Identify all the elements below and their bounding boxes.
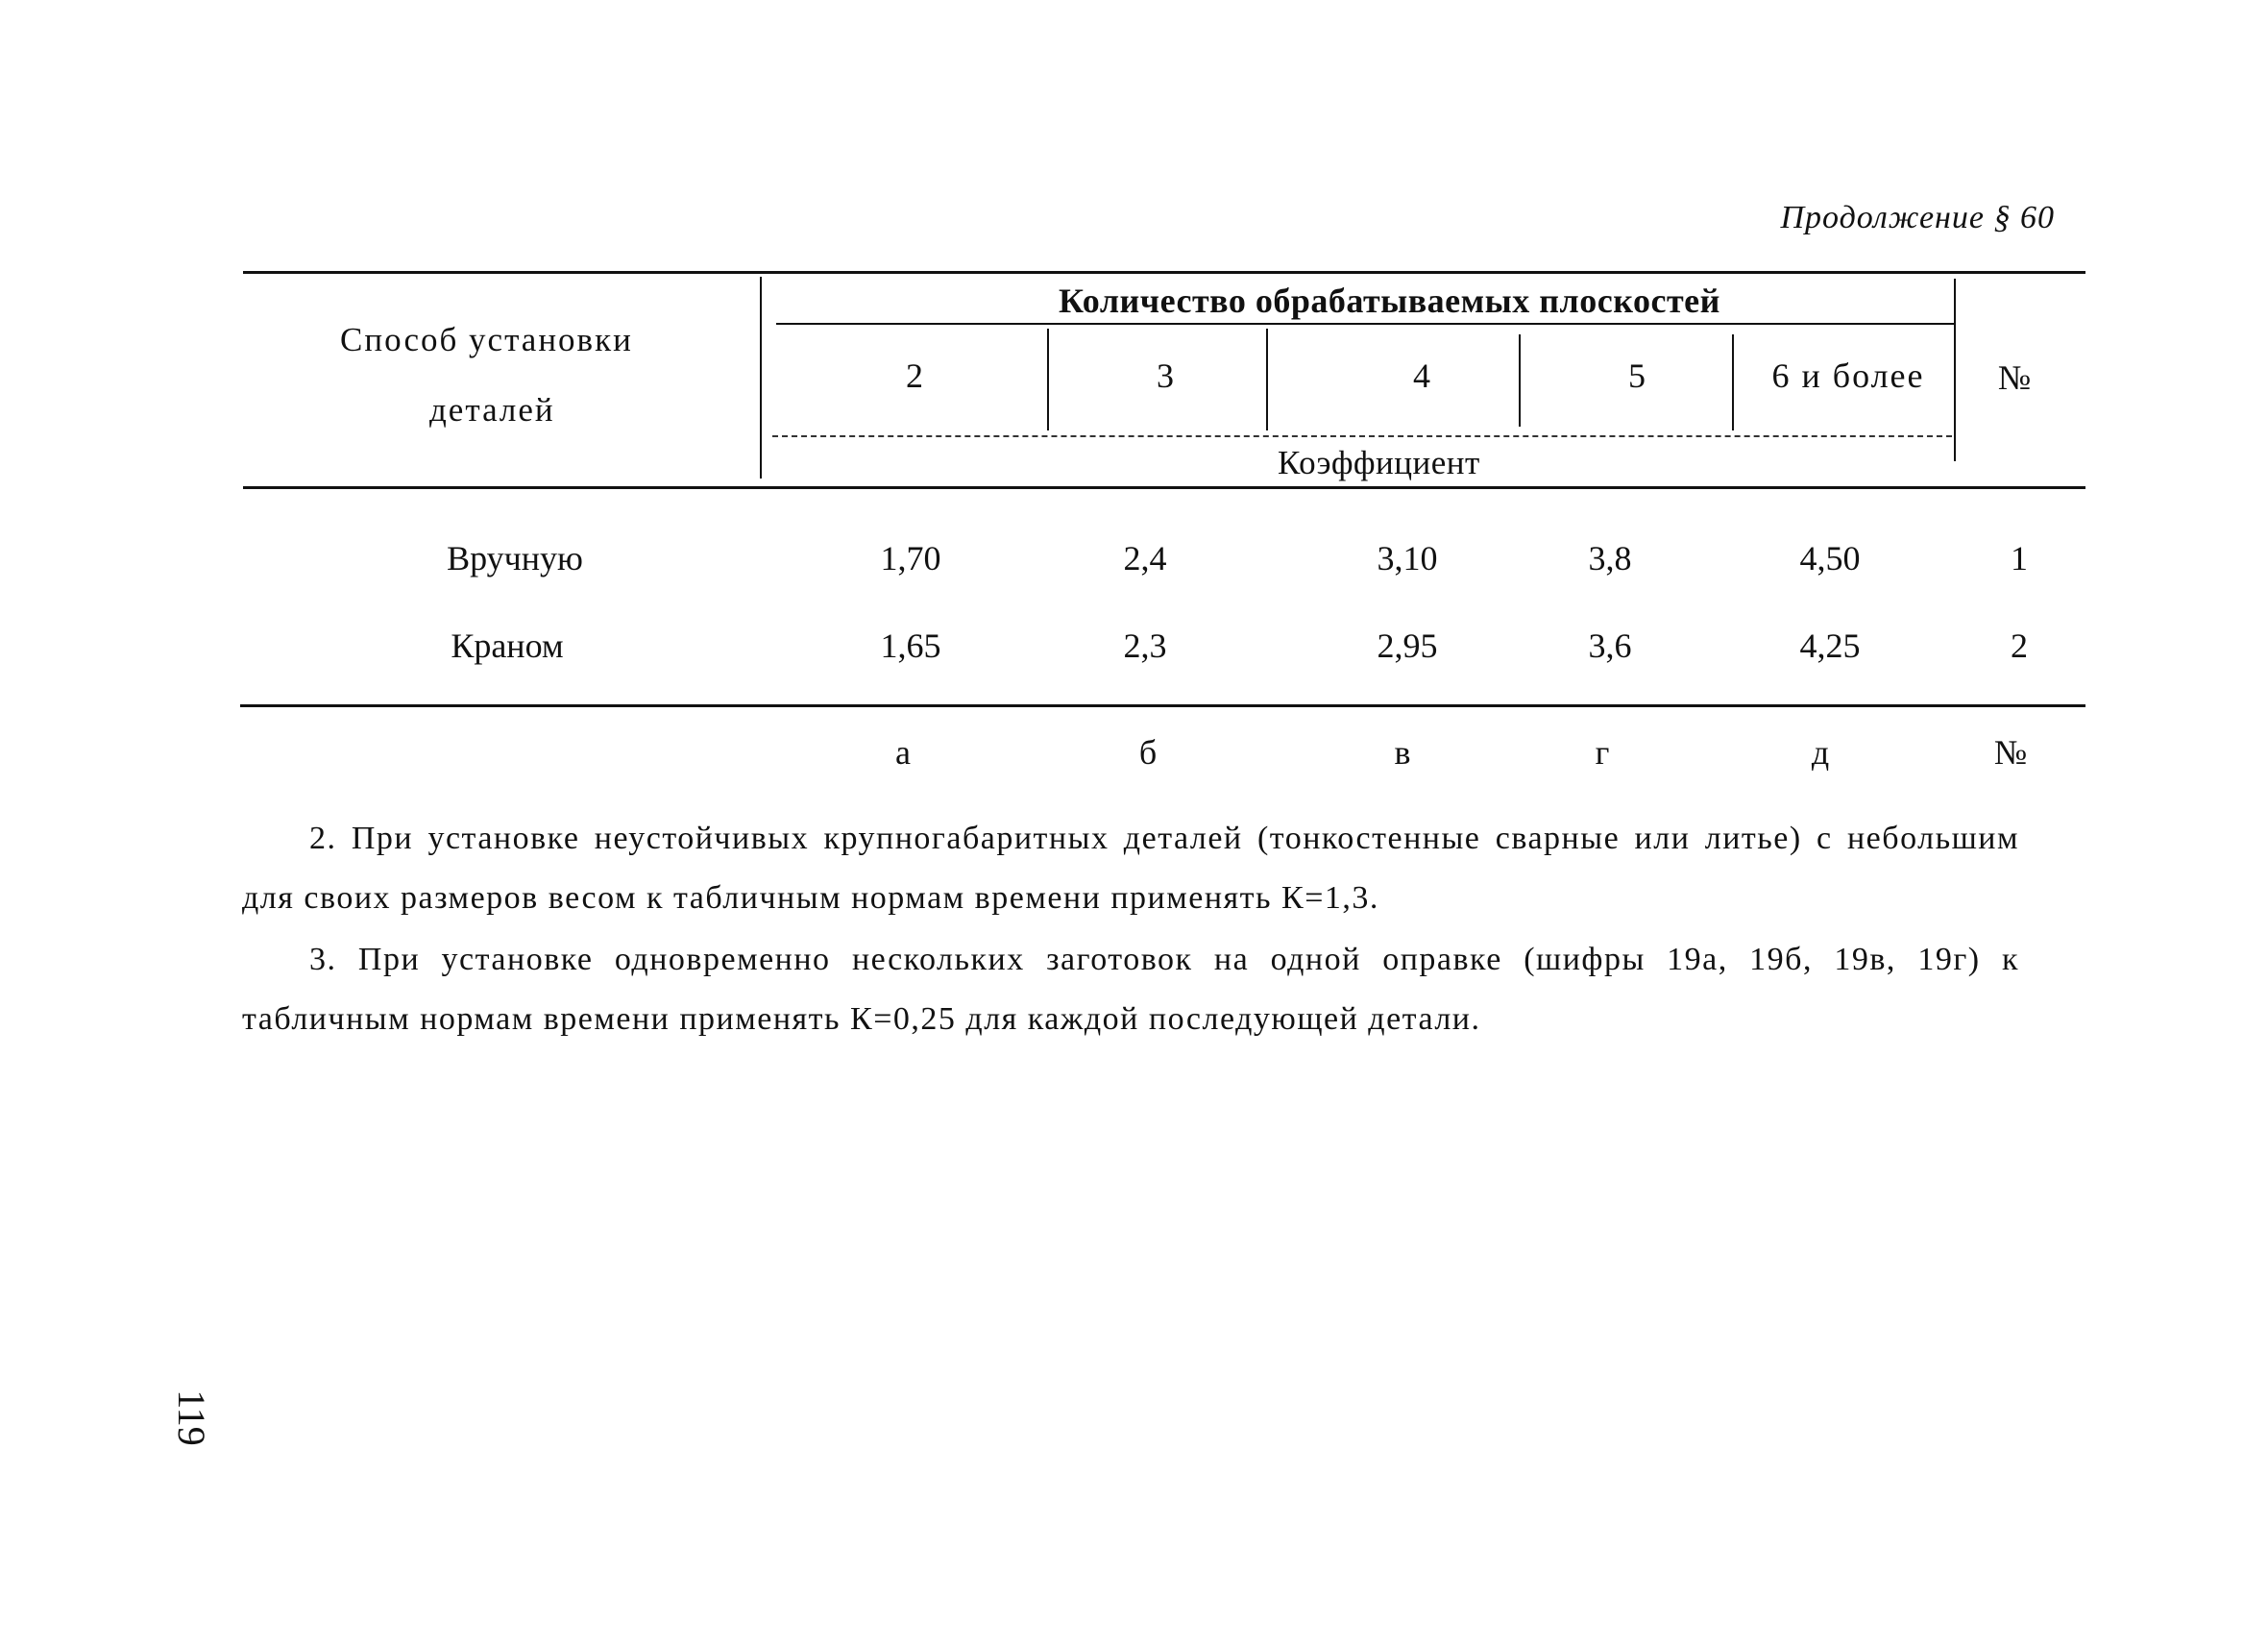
quantity-header: Количество обрабатываемых плоскостей bbox=[1059, 282, 1720, 320]
quantity-col-2: 2 bbox=[906, 356, 923, 395]
column-divider-2-3 bbox=[1047, 329, 1049, 430]
column-divider-5-6 bbox=[1732, 334, 1734, 430]
continuation-label: Продолжение § 60 bbox=[1780, 200, 2055, 235]
method-column-divider bbox=[760, 277, 762, 479]
table-top-rule bbox=[243, 271, 2085, 274]
number-header: № bbox=[1997, 358, 2032, 397]
column-letter: г bbox=[1595, 733, 1610, 772]
letters-number-label: № bbox=[1993, 733, 2028, 772]
coefficient-dashed-rule bbox=[772, 435, 1952, 437]
column-letter: д bbox=[1811, 733, 1830, 772]
column-letter: б bbox=[1138, 733, 1158, 772]
column-letter: а bbox=[895, 733, 911, 772]
column-letter: в bbox=[1394, 733, 1411, 772]
quantity-col-5: 5 bbox=[1628, 356, 1646, 395]
column-divider-4-5 bbox=[1519, 334, 1521, 427]
row-value: 2,4 bbox=[1123, 539, 1167, 577]
row-value: 1,70 bbox=[880, 539, 941, 577]
row-value: 2,95 bbox=[1377, 626, 1438, 665]
method-header-line1: Способ установки bbox=[340, 321, 633, 358]
table-header-rule bbox=[243, 486, 2085, 489]
number-column-divider bbox=[1954, 279, 1956, 461]
method-header-line2: деталей bbox=[429, 391, 555, 429]
row-number: 2 bbox=[2011, 626, 2028, 665]
row-value: 2,3 bbox=[1123, 626, 1167, 665]
row-method: Вручную bbox=[447, 539, 583, 577]
row-value: 4,25 bbox=[1799, 626, 1861, 665]
quantity-col-3: 3 bbox=[1157, 356, 1174, 395]
quantity-col-6-plus: 6 и более bbox=[1771, 356, 1925, 395]
page-number: 119 bbox=[169, 1389, 213, 1446]
row-value: 3,8 bbox=[1588, 539, 1632, 577]
quantity-col-4: 4 bbox=[1413, 356, 1430, 395]
coefficient-header: Коэффициент bbox=[1278, 444, 1480, 481]
quantity-header-rule bbox=[776, 323, 1954, 325]
note-3: 3. При установке одновременно нескольких заготовок на одной оправке (шифры 19а, 19б, 19в, 19г) к табличным нормам времени применять К=0,25 для каждой последующей детали. bbox=[242, 942, 2019, 1037]
row-value: 1,65 bbox=[880, 626, 941, 665]
row-value: 3,10 bbox=[1377, 539, 1438, 577]
row-number: 1 bbox=[2011, 539, 2028, 577]
note-2: 2. При установке неустойчивых крупногабаритных деталей (тонкостенные сварные или литье) с небольшим для своих размеров весом к табличным нормам времени применять К=1,3. bbox=[242, 821, 2019, 916]
table-bottom-rule bbox=[240, 704, 2085, 707]
row-value: 3,6 bbox=[1588, 626, 1632, 665]
column-divider-3-4 bbox=[1266, 329, 1268, 430]
row-value: 4,50 bbox=[1799, 539, 1861, 577]
row-method: Краном bbox=[451, 626, 564, 665]
